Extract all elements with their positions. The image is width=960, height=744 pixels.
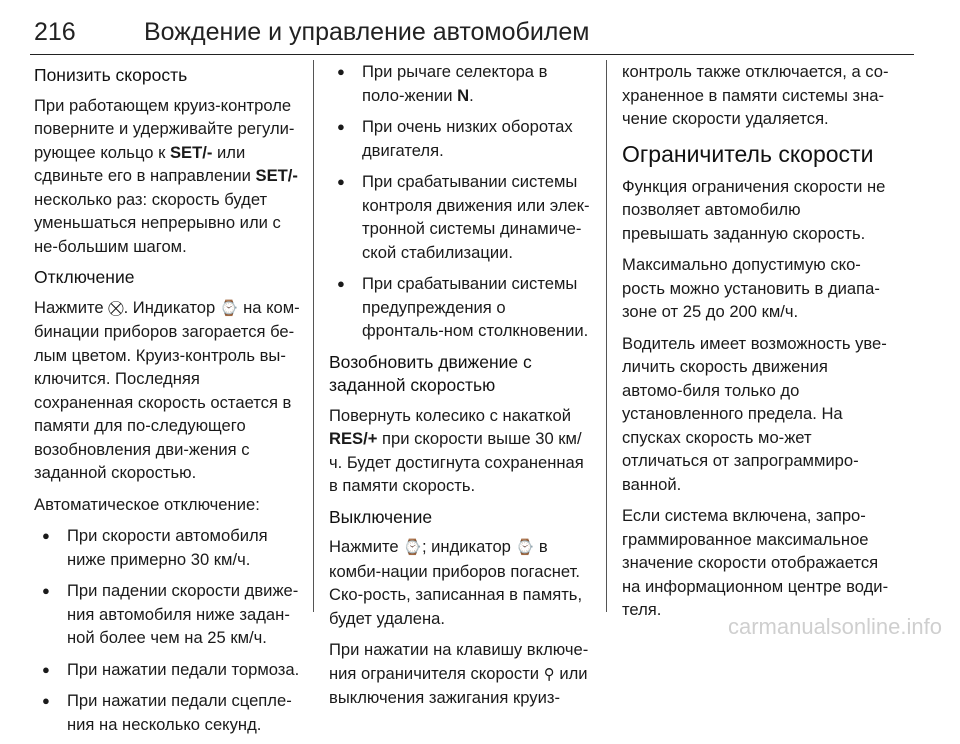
chapter-title: Вождение и управление автомобилем: [144, 18, 590, 46]
list-item: ● При срабатывании системы контроля движения или элек-тронной системы динамиче-ской стабилизации.: [329, 170, 591, 264]
list-item: ● При очень низких оборотах двигателя.: [329, 115, 591, 162]
column-divider-2: [606, 60, 607, 612]
paragraph-limiter-button: При нажатии на клавишу включе-ния ограничителя скорости ⚲ или выключения зажигания круиз-: [329, 640, 589, 707]
paragraph-limiter-range: Максимально допустимую ско-рость можно установить в диапа-зоне от 25 до 200 км/ч.: [622, 255, 880, 321]
page-number: 216: [34, 18, 76, 46]
speed-limiter-icon: ⚲: [543, 665, 555, 683]
list-item: ● При нажатии педали сцепле-ния на несколько секунд.: [34, 689, 300, 736]
paragraph-resume: Повернуть колесико с накаткой RES/+ при скорости выше 30 км/ч. Будет достигнута сохраненная в памяти скорость.: [329, 405, 584, 495]
page-header: [30, 10, 914, 55]
column-1: [34, 60, 300, 744]
cruise-cancel-icon: ⛒: [108, 299, 124, 317]
column-3: [622, 60, 890, 630]
paragraph-limiter-display: Если система включена, запро-граммированное максимальное значение скорости отображается на информационном центре води-теля.: [622, 506, 889, 619]
auto-off-list: [34, 524, 300, 736]
heading-speed-limiter: Ограничитель скорости: [622, 140, 874, 167]
paragraph-switch-off: Нажмите ⌚; индикатор ⌚ в комби-нации приборов погаснет. Ско-рость, записанная в память, будет удалена.: [329, 537, 583, 628]
list-item: ● При скорости автомобиля ниже примерно 30 км/ч.: [34, 524, 300, 571]
heading-deactivation: Отключение: [34, 267, 135, 287]
heading-resume: Возобновить движение с заданной скоростью: [329, 351, 532, 395]
list-item: ● При нажатии педали тормоза.: [34, 658, 300, 682]
list-item: ● При срабатывании системы предупреждения о фронталь-ном столкновении.: [329, 272, 591, 343]
cruise-indicator-icon: ⌚: [515, 539, 535, 556]
paragraph-continued: контроль также отключается, а со-храненное в памяти системы зна-чение скорости удаляется.: [622, 62, 889, 128]
paragraph-deactivation: Нажмите ⛒. Индикатор ⌚ на ком-бинации приборов загорается бе-лым цветом. Круиз-контроль вы-ключится. Последняя сохраненная скорость остается в памяти для по-следующего возобновления дви-жения с заданной скоростью.: [34, 297, 300, 482]
paragraph-limiter-function: Функция ограничения скорости не позволяет автомобилю превышать заданную скорость.: [622, 176, 886, 243]
column-divider-1: [313, 60, 314, 612]
paragraph-reduce-speed: При работающем круиз-контроле поверните и удерживайте регули-рующее кольцо к SET/- или сдвиньте его в направлении SET/- несколько раз: скорость будет уменьшаться непрерывно или с не-большим шагом.: [34, 95, 298, 256]
paragraph-auto-off: Автоматическое отключение:: [34, 494, 260, 514]
list-item: ● При рычаге селектора в поло-жении N.: [329, 60, 591, 107]
cruise-button-icon: ⌚: [403, 539, 422, 556]
cruise-indicator-icon: ⌚: [219, 299, 239, 317]
list-item: ● При падении скорости движе-ния автомобиля ниже задан-ной более чем на 25 км/ч.: [34, 579, 300, 650]
paragraph-limiter-driver: Водитель имеет возможность уве-личить скорость движения автомо-биля только до установленного предела. На спусках скорость мо-жет отличаться от запрограммиро-ванной.: [622, 333, 887, 494]
column-2: [329, 60, 591, 718]
heading-reduce-speed: Понизить скорость: [34, 65, 188, 85]
auto-off-list-continued: [329, 60, 591, 343]
heading-switch-off: Выключение: [329, 506, 433, 527]
watermark: carmanualsonline.info: [727, 614, 942, 639]
